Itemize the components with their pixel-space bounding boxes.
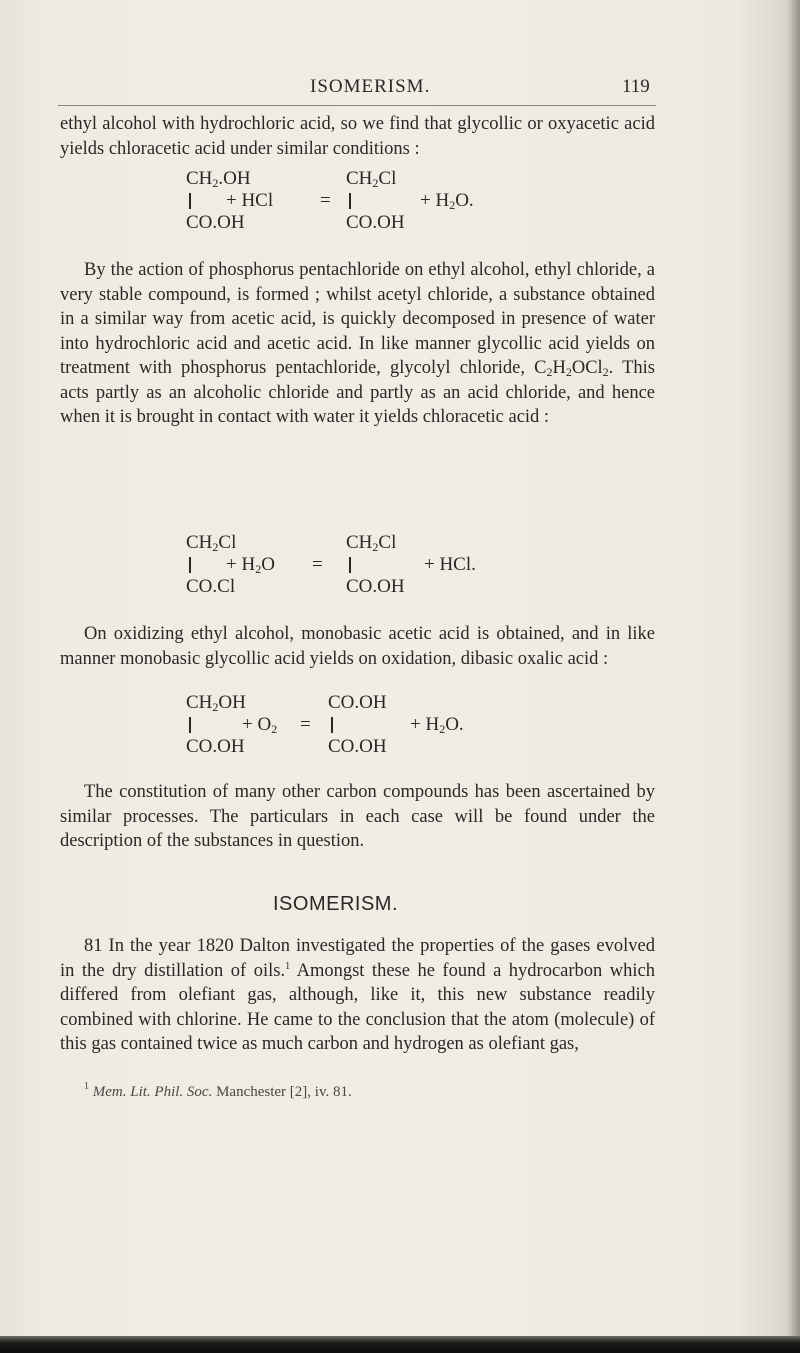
eq3-left-bottom: CO.OH (186, 736, 245, 757)
eq1-right-bottom: CO.OH (346, 212, 405, 233)
equation-2 (0, 532, 800, 602)
scan-bottom-edge (0, 1336, 800, 1353)
eq1-right-top: $CH_2Cl$ (346, 168, 397, 190)
eq1-equals: = (320, 190, 331, 211)
eq2-right-bottom: CO.OH (346, 576, 405, 597)
eq1-left-bottom: CO.OH (186, 212, 245, 233)
section-title: ISOMERISM. (273, 893, 399, 915)
eq3-right-top: CO.OH (328, 692, 387, 713)
eq3-equals: = (300, 714, 311, 735)
running-head: ISOMERISM. (310, 76, 431, 97)
paragraph-4-text: The constitution of many other carbon compounds has been ascertained by similar processes. The particulars in each case will be found under the description of the substances in question. (60, 782, 655, 851)
paragraph-5 (60, 934, 655, 1057)
footnote-detail: Manchester [2], iv. 81. (216, 1084, 352, 1100)
eq2-equals: = (312, 554, 323, 575)
eq3-right-bond (331, 717, 333, 733)
eq1-product: + $H_2O$. (420, 190, 474, 212)
paragraph-3-text: On oxidizing ethyl alcohol, monobasic acetic acid is obtained, and in like manner monobasic glycollic acid yields on oxidation, dibasic oxalic acid : (60, 624, 655, 669)
eq1-left-top: $CH_2.OH$ (186, 168, 251, 190)
eq3-left-top: $CH_2OH$ (186, 692, 246, 714)
equation-3 (0, 692, 800, 762)
eq1-reagent: + HCl (226, 190, 274, 211)
footnote-source: Mem. Lit. Phil. Soc. (92, 1084, 213, 1100)
equation-1 (0, 168, 800, 238)
eq1-left-bond (189, 193, 191, 209)
paragraph-1 (60, 112, 655, 161)
eq2-product: + HCl. (424, 554, 476, 575)
eq3-reagent: + $O_2$ (242, 714, 278, 736)
header-rule (58, 105, 656, 106)
eq2-right-bond (349, 557, 351, 573)
page-number: 119 (622, 76, 650, 97)
footnote (84, 1081, 352, 1101)
paragraph-3 (60, 622, 655, 671)
footnote-marker: 1 (84, 1081, 89, 1092)
paragraph-5-text: 81 In the year 1820 Dalton investigated the properties of the gases evolved in the dry distillation of oils.$^1$ Amongst these he found a hydrocarbon which differed from olefiant gas, although, like it, this new substance readily combined with chlorine. He came to the conclusion that the atom (molecule) of this gas contained twice as much carbon and hydrogen as olefiant gas, (60, 936, 655, 1054)
eq2-reagent: + $H_2O$ (226, 554, 275, 576)
paragraph-4 (60, 780, 655, 854)
eq2-left-top: $CH_2Cl$ (186, 532, 237, 554)
page-header (0, 76, 800, 106)
eq2-right-top: $CH_2Cl$ (346, 532, 397, 554)
eq2-left-bond (189, 557, 191, 573)
paragraph-2-text: By the action of phosphorus pentachloride on ethyl alcohol, ethyl chloride, a very stable compound, is formed ; whilst acetyl chloride, a substance obtained in a similar way from acetic acid, is quickly decomposed in presence of water into hydrochloric acid and acetic acid. In like manner glycollic acid yields on treatment with phosphorus pentachloride, glycolyl chloride, $C_2H_2OCl_2$. This acts partly as an alcoholic chloride and partly as an acid chloride, and hence when it is brought in contact with water it yields chloracetic acid : (60, 260, 655, 427)
eq2-left-bottom: CO.Cl (186, 576, 236, 597)
eq3-product: + $H_2O$. (410, 714, 464, 736)
eq3-right-bottom: CO.OH (328, 736, 387, 757)
paragraph-2 (60, 258, 655, 430)
paragraph-1-text: ethyl alcohol with hydrochloric acid, so we find that glycollic or oxyacetic acid yields chloracetic acid under similar conditions : (60, 114, 655, 159)
eq1-right-bond (349, 193, 351, 209)
eq3-left-bond (189, 717, 191, 733)
